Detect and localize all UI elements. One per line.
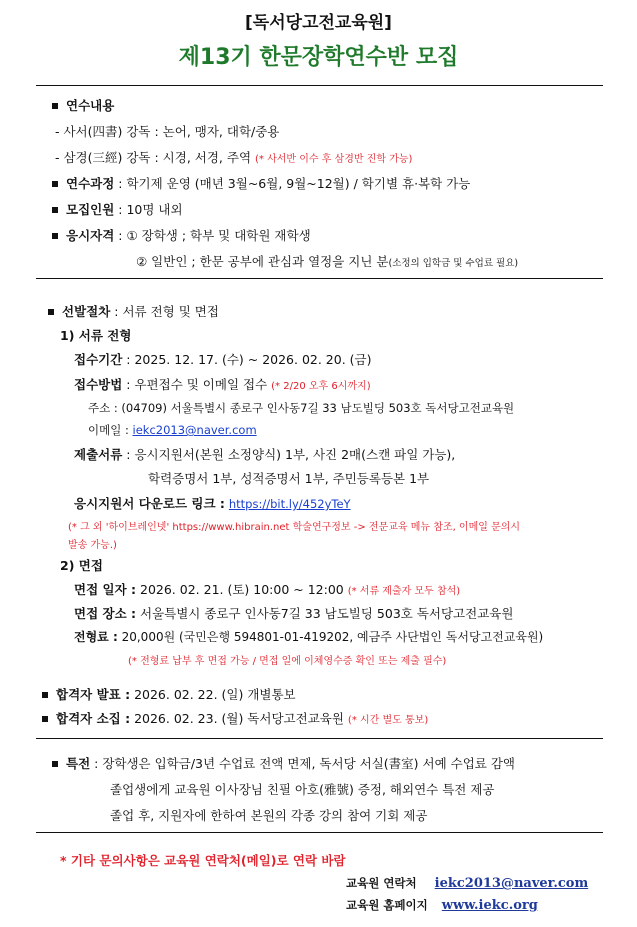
course-item-three-classics: - 삼경(三經) 강독 : 시경, 서경, 주역 (* 사서반 이수 후 삼경반 진학 가능) bbox=[55, 150, 413, 165]
bullet-icon bbox=[42, 692, 48, 698]
download-row: 응시지원서 다운로드 링크 : https://bit.ly/452yTeY bbox=[74, 496, 351, 511]
count-row: 모집인원 : 10명 내외 bbox=[52, 200, 183, 218]
interview-place-row: 면접 장소 : 서울특별시 종로구 인사동7길 33 남도빌딩 503호 독서당고전교육원 bbox=[74, 606, 514, 621]
interview-date-row: 면접 일자 : 2026. 02. 21. (토) 10:00 ~ 12:00 (* 서류 제출자 모두 참석) bbox=[74, 582, 461, 597]
email-row: 이메일 : iekc2013@naver.com bbox=[88, 423, 257, 437]
org-name: [독서당고전교육원] bbox=[245, 13, 392, 33]
gathering-row: 합격자 소집 : 2026. 02. 23. (월) 독서당고전교육원 (* 시간 별도 통보) bbox=[42, 709, 428, 727]
method-row: 접수방법 : 우편접수 및 이메일 접수 (* 2/20 오후 6시까지) bbox=[74, 377, 371, 392]
bullet-icon bbox=[52, 761, 58, 767]
document-screening-heading: 1) 서류 전형 bbox=[60, 328, 132, 343]
benefit-row-3: 졸업 후, 지원자에 한하여 본원의 각종 강의 참여 기회 제공 bbox=[110, 808, 428, 823]
divider bbox=[36, 278, 603, 279]
interview-heading: 2) 면접 bbox=[60, 558, 103, 573]
announcement-row: 합격자 발표 : 2026. 02. 22. (일) 개별통보 bbox=[42, 685, 296, 703]
bullet-icon bbox=[52, 233, 58, 239]
homepage-row: 교육원 홈페이지 www.iekc.org bbox=[346, 898, 538, 913]
address-line: 주소 : (04709) 서울특별시 종로구 인사동7길 33 남도빌딩 503호 독서당고전교육원 bbox=[88, 401, 515, 415]
contact-row: 교육원 연락처 iekc2013@naver.com bbox=[346, 876, 589, 891]
submit-row: 제출서류 : 응시지원서(본원 소정양식) 1부, 사진 2매(스캔 파일 가능), bbox=[74, 447, 456, 462]
qualification-row-2: ② 일반인 ; 한문 공부에 관심과 열정을 지닌 분(소정의 입학금 및 수업료 필요) bbox=[136, 254, 519, 269]
page-title: 제13기 한문장학연수반 모집 bbox=[178, 45, 459, 70]
email-link[interactable]: iekc2013@naver.com bbox=[132, 423, 257, 437]
bullet-icon bbox=[42, 716, 48, 722]
bullet-icon bbox=[52, 207, 58, 213]
fee-row: 전형료 : 20,000원 (국민은행 594801-01-419202, 예금주 사단법인 독서당고전교육원) bbox=[74, 630, 544, 644]
bullet-icon bbox=[52, 181, 58, 187]
process-row: 연수과정 : 학기제 운영 (매년 3월~6월, 9월~12월) / 학기별 휴·복학 가능 bbox=[52, 174, 470, 192]
submit-row-2: 학력증명서 1부, 성적증명서 1부, 주민등록등본 1부 bbox=[148, 471, 430, 486]
divider bbox=[36, 85, 603, 86]
course-heading: 연수내용 bbox=[52, 96, 114, 114]
bullet-icon bbox=[48, 309, 54, 315]
fee-note: (* 전형료 납부 후 면접 가능 / 면접 일에 이체영수증 확인 또는 제출 필수) bbox=[128, 656, 447, 667]
benefit-row-2: 졸업생에게 교육원 이사장님 친필 아호(雅號) 증정, 해외연수 특전 제공 bbox=[110, 782, 495, 797]
course-item-four-books: - 사서(四書) 강독 : 논어, 맹자, 대학/중용 bbox=[55, 124, 280, 139]
inquiry-note: * 기타 문의사항은 교육원 연락처(메일)로 연락 바람 bbox=[60, 853, 346, 868]
homepage-link[interactable]: www.iekc.org bbox=[441, 898, 538, 913]
download-link[interactable]: https://bit.ly/452yTeY bbox=[228, 497, 351, 511]
bullet-icon bbox=[52, 103, 58, 109]
benefit-row: 특전 : 장학생은 입학금/3년 수업료 전액 면제, 독서당 서실(書室) 서예 수업료 감액 bbox=[52, 754, 515, 772]
contact-email-link[interactable]: iekc2013@naver.com bbox=[434, 876, 589, 891]
selection-row: 선발절차 : 서류 전형 및 면접 bbox=[48, 302, 219, 320]
divider bbox=[36, 738, 603, 739]
qualification-row: 응시자격 : ① 장학생 ; 학부 및 대학원 재학생 bbox=[52, 226, 311, 244]
other-note: (* 그 외 '하이브레인넷' https://www.hibrain.net 학술연구정보 -> 전문교육 메뉴 참조, 이메일 문의시 bbox=[68, 522, 521, 533]
period-row: 접수기간 : 2025. 12. 17. (수) ~ 2026. 02. 20. (금) bbox=[74, 352, 372, 367]
other-note-2: 발송 가능.) bbox=[68, 540, 117, 551]
divider bbox=[36, 832, 603, 833]
